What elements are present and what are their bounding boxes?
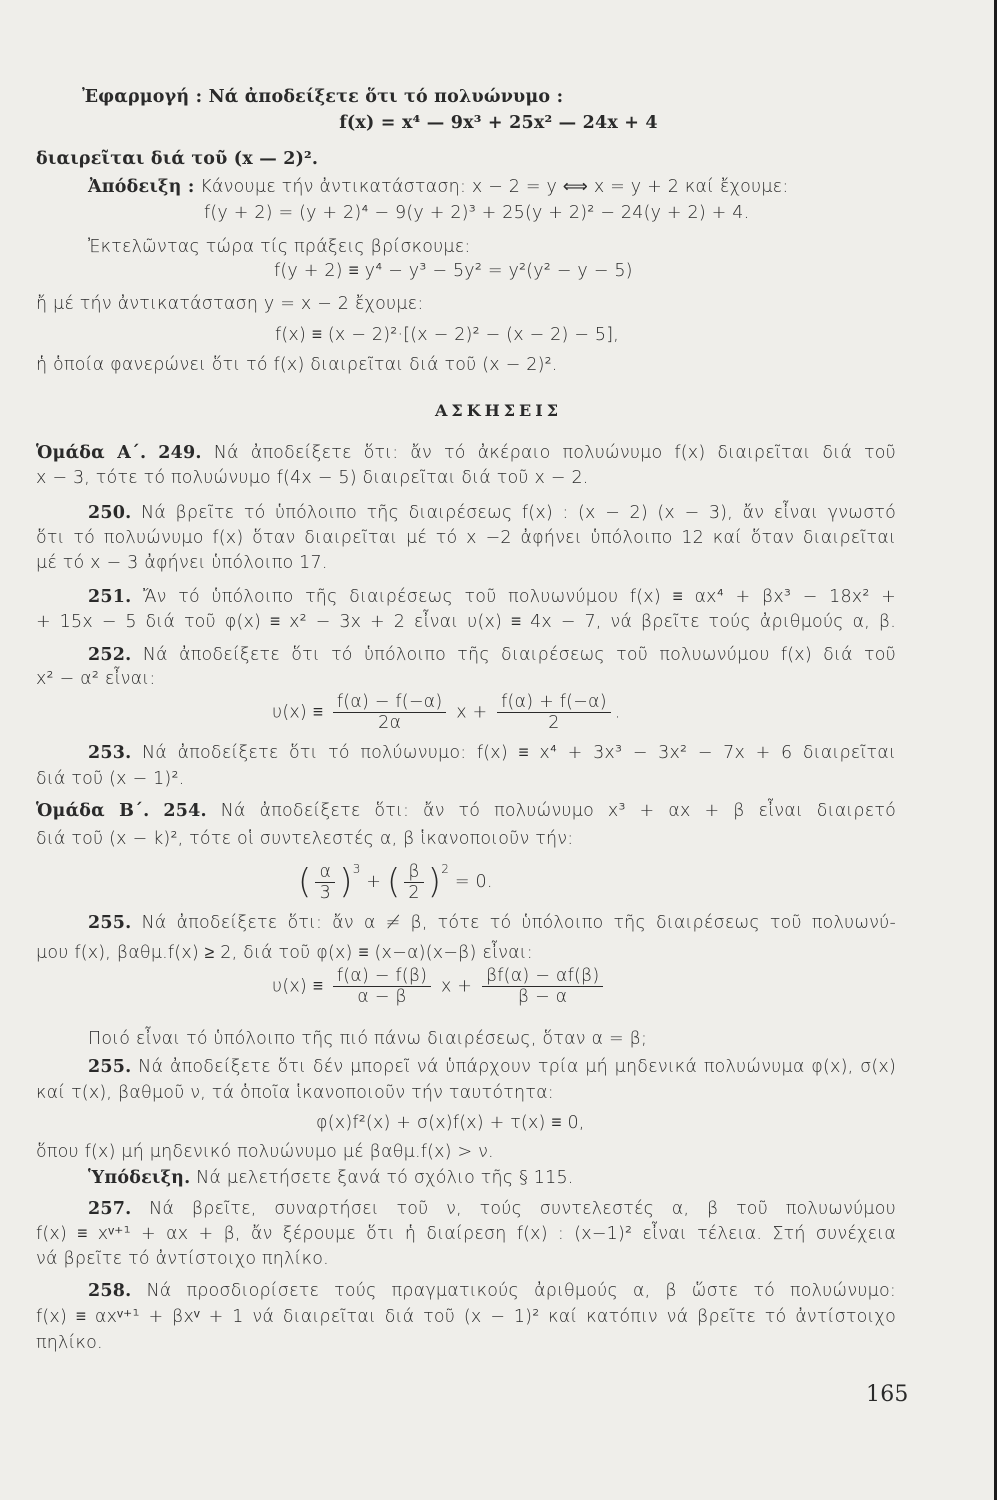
- fraction-1-denominator: 2α: [378, 713, 402, 733]
- exercise-251-text: Ἄν τό ὑπόλοιπο τῆς διαιρέσεως τοῦ πολυωνύμου f(x) ≡ αx⁴ + βx³ − 18x² +: [143, 587, 896, 607]
- group-a-label: Ὁμάδα Α΄.: [36, 443, 147, 463]
- exercise-257-line3: νά βρεῖτε τό ἀντίστοιχο πηλίκο.: [36, 1249, 329, 1269]
- exercise-252-number: 252.: [88, 645, 132, 665]
- formula-mid: x +: [440, 976, 473, 997]
- fraction-1-numerator: f(α) − f(β): [333, 966, 431, 987]
- proof-line: [88, 176, 788, 198]
- application-prompt: Νά ἀποδείξετε ὅτι τό πολυώνυμο :: [208, 87, 564, 107]
- exercise-255a-text: Νά ἀποδείξετε ὅτι: ἄν α ≠ β, τότε τό ὑπόλοιπο τῆς διαιρέσεως τοῦ πολυωνύ-: [141, 913, 896, 933]
- square-exponent: 2: [441, 862, 450, 876]
- exercise-254-text: Νά ἀποδείξετε ὅτι: ἄν τό πολυώνυμο x³ + αx + β εἶναι διαιρετό: [220, 801, 897, 821]
- alpha-numerator: α: [315, 862, 335, 883]
- hint-line: [88, 1167, 574, 1189]
- exercises-heading: ΑΣΚΗΣΕΙΣ: [434, 401, 563, 420]
- application-formula: f(x) = x⁴ — 9x³ + 25x² — 24x + 4: [339, 113, 658, 133]
- exercise-258-text: Νά προσδιορίσετε τούς πραγματικούς ἀριθμούς α, β ὥστε τό πολυώνυμο:: [146, 1281, 896, 1301]
- exercise-249-line1: [36, 442, 896, 464]
- formula-end: .: [614, 702, 621, 723]
- exercise-255a-formula: [272, 966, 607, 1007]
- application-label: Ἐφαρμογή :: [82, 87, 203, 107]
- exercise-250-line3: μέ τό x − 3 ἀφήνει ὑπόλοιπο 17.: [36, 553, 328, 573]
- exercise-253-number: 253.: [88, 743, 132, 763]
- substitution-text: ἤ μέ τήν ἀντικατάσταση y = x − 2 ἔχουμε:: [36, 294, 424, 314]
- hint-label: Ὑπόδειξη.: [88, 1168, 191, 1188]
- equation-2: f(y + 2) ≡ y⁴ − y³ − 5y² = y²(y² − y − 5): [274, 261, 633, 281]
- exercise-252-line1: [36, 644, 896, 666]
- exercise-254-formula: [298, 858, 493, 903]
- exercise-249-number: 249.: [158, 443, 202, 463]
- right-paren: ): [427, 862, 442, 902]
- exercise-253-line2: διά τοῦ (x − 1)².: [36, 769, 185, 789]
- fraction-2-denominator: β − α: [517, 987, 568, 1007]
- exercise-255a-line1: [36, 912, 896, 934]
- left-paren: (: [386, 862, 401, 902]
- three-denominator: 3: [319, 882, 332, 903]
- beta-over-2: [404, 862, 423, 903]
- expand-text: Ἐκτελῶντας τώρα τίς πράξεις βρίσκουμε:: [88, 237, 471, 257]
- exercise-254-number: 254.: [163, 801, 207, 821]
- exercise-255b-identity: φ(x)f²(x) + σ(x)f(x) + τ(x) ≡ 0,: [316, 1113, 585, 1133]
- exercise-250-text: Νά βρεῖτε τό ὑπόλοιπο τῆς διαιρέσεως f(x) : (x − 2) (x − 3), ἄν εἶναι γνωστό: [140, 503, 896, 523]
- equation-3: f(x) ≡ (x − 2)²·[(x − 2)² − (x − 2) − 5],: [275, 325, 620, 345]
- application-conclusion: ἡ ὁποία φανερώνει ὅτι τό f(x) διαιρεῖται διά τοῦ (x − 2)².: [36, 355, 558, 375]
- application-divisible: διαιρεῖται διά τοῦ (x — 2)².: [36, 149, 319, 169]
- exercise-254-line1: [36, 800, 896, 822]
- exercise-255b-line1: [36, 1056, 896, 1078]
- hint-text: Νά μελετήσετε ξανά τό σχόλιο τῆς § 115.: [196, 1168, 574, 1188]
- fraction-2-numerator: f(α) + f(−α): [497, 692, 611, 713]
- exercise-254-line2: διά τοῦ (x − k)², τότε οἱ συντελεστές α, β ἱκανοποιοῦν τήν:: [36, 829, 574, 849]
- equals-zero: = 0.: [454, 872, 493, 892]
- exercise-252-line2: x² − α² εἶναι:: [36, 669, 156, 689]
- proof-label: Ἀπόδειξη :: [88, 177, 195, 197]
- exercise-258-line3: πηλίκο.: [36, 1333, 103, 1353]
- fraction-1-numerator: f(α) − f(−α): [333, 692, 447, 713]
- exercise-249-line2: x − 3, τότε τό πολυώνυμο f(4x − 5) διαιρεῖται διά τοῦ x − 2.: [36, 468, 589, 488]
- exercise-257-line2: f(x) ≡ xᵛ⁺¹ + αx + β, ἄν ξέρουμε ὅτι ἡ διαίρεση f(x) : (x−1)² εἶναι τέλεια. Στή συνέχεια: [36, 1224, 896, 1244]
- equation-1: f(y + 2) = (y + 2)⁴ − 9(y + 2)³ + 25(y + 2)² − 24(y + 2) + 4.: [204, 203, 750, 223]
- exercise-253-line1: [36, 742, 896, 764]
- exercise-255a-line2: μου f(x), βαθμ.f(x) ≥ 2, διά τοῦ φ(x) ≡ (x−α)(x−β) εἶναι:: [36, 943, 533, 963]
- fraction-2-numerator: βf(α) − αf(β): [482, 966, 603, 987]
- exercise-258-line2: f(x) ≡ αxᵛ⁺¹ + βxᵛ + 1 νά διαιρεῖται διά τοῦ (x − 1)² καί κατόπιν νά βρεῖτε τό ἀντίστοιχο: [36, 1307, 896, 1327]
- exercise-251-line2: + 15x − 5 διά τοῦ φ(x) ≡ x² − 3x + 2 εἶναι υ(x) ≡ 4x − 7, νά βρεῖτε τούς ἀριθμούς α, β.: [36, 612, 896, 632]
- left-paren: (: [298, 862, 312, 902]
- exercise-255a-number: 255.: [88, 913, 132, 933]
- fraction-2: [482, 966, 603, 1007]
- exercise-250-line2: ὅτι τό πολυώνυμο f(x) ὅταν διαιρεῖται μέ τό x −2 ἀφήνει ὑπόλοιπο 12 καί ὅταν διαιρεῖται: [36, 528, 896, 548]
- exercise-253-text: Νά ἀποδείξετε ὅτι τό πολύωνυμο: f(x) ≡ x⁴ + 3x³ − 3x² − 7x + 6 διαιρεῖται: [141, 743, 896, 763]
- exercise-255b-text: Νά ἀποδείξετε ὅτι δέν μπορεῖ νά ὑπάρχουν τρία μή μηδενικά πολυώνυμα φ(x), σ(x): [138, 1057, 897, 1077]
- exercise-255b-number: 255.: [88, 1057, 132, 1077]
- exercise-249-text: Νά ἀποδείξετε ὅτι: ἄν τό ἀκέραιο πολυώνυμο f(x) διαιρεῖται διά τοῦ: [213, 443, 896, 463]
- page-number: 165: [866, 1382, 909, 1407]
- formula-lhs: υ(x) ≡: [272, 702, 324, 723]
- exercise-255b-line2: καί τ(x), βαθμοῦ ν, τά ὁποῖα ἱκανοποιοῦν τήν ταυτότητα:: [36, 1083, 554, 1103]
- exercise-252-formula: [272, 692, 621, 733]
- exercise-250-number: 250.: [88, 503, 132, 523]
- fraction-2-denominator: 2: [548, 713, 560, 733]
- formula-lhs: υ(x) ≡: [272, 976, 324, 997]
- right-paren: ): [339, 862, 353, 902]
- proof-text: Κάνουμε τήν ἀντικατάσταση: x − 2 = y ⟺ x = y + 2 καί ἔχουμε:: [200, 177, 789, 197]
- cube-exponent: 3: [352, 862, 361, 876]
- alpha-over-3: [315, 862, 335, 903]
- exercise-258-number: 258.: [88, 1281, 132, 1301]
- fraction-2: [497, 692, 611, 733]
- exercise-255a-line3: Ποιό εἶναι τό ὑπόλοιπο τῆς πιό πάνω διαιρέσεως, ὅταν α = β;: [88, 1029, 648, 1049]
- beta-numerator: β: [404, 862, 423, 883]
- exercise-257-number: 257.: [88, 1199, 132, 1219]
- fraction-1: [333, 692, 447, 733]
- plus-sign: +: [366, 872, 382, 892]
- fraction-1: [333, 966, 431, 1007]
- fraction-1-denominator: α − β: [357, 987, 407, 1007]
- application-header: [82, 86, 563, 108]
- exercise-251-line1: [36, 586, 896, 608]
- exercise-258-line1: [36, 1280, 896, 1302]
- two-denominator: 2: [408, 882, 420, 903]
- exercise-257-text: Νά βρεῖτε, συναρτήσει τοῦ ν, τούς συντελεστές α, β τοῦ πολυωνύμου: [149, 1199, 896, 1219]
- formula-mid: x +: [456, 702, 488, 723]
- exercise-251-number: 251.: [88, 587, 132, 607]
- exercise-250-line1: [36, 502, 896, 524]
- group-b-label: Ὁμάδα Β΄.: [36, 801, 150, 821]
- exercise-255b-line3: ὅπου f(x) μή μηδενικό πολυώνυμο μέ βαθμ.f(x) > ν.: [36, 1142, 494, 1162]
- exercise-252-text: Νά ἀποδείξετε ὅτι τό ὑπόλοιπο τῆς διαιρέσεως τοῦ πολυωνύμου f(x) διά τοῦ: [142, 645, 896, 665]
- exercise-257-line1: [36, 1198, 896, 1220]
